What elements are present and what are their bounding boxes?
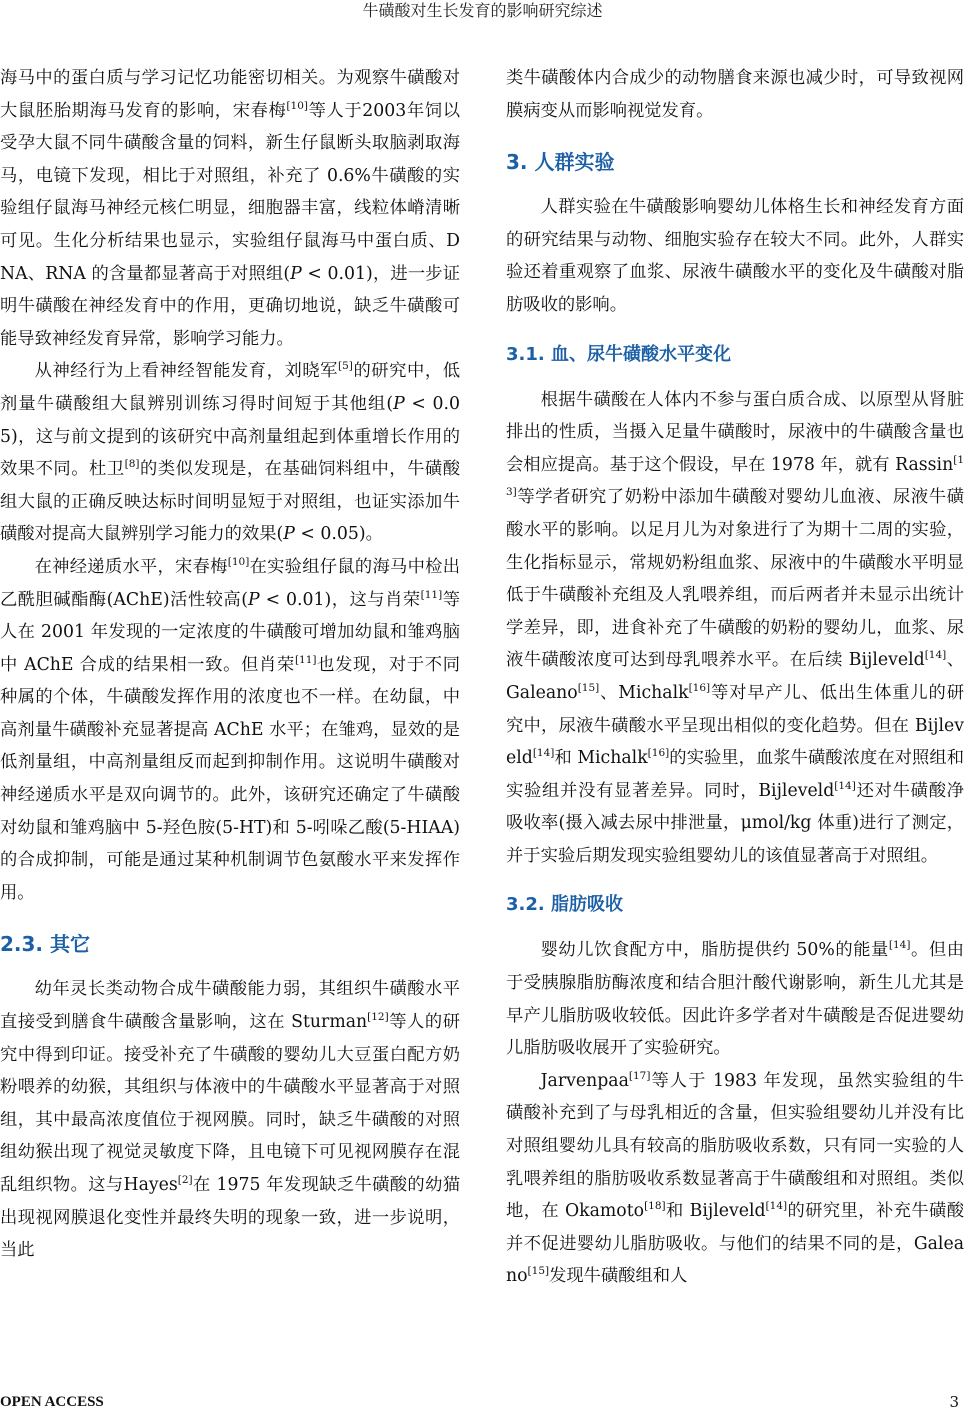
footer-open-access: OPEN ACCESS xyxy=(0,1394,104,1410)
section-heading-3-2: 3.2. 脂肪吸收 xyxy=(506,894,623,916)
paragraph-continuation: 类牛磺酸体内合成少的动物膳食来源也减少时，可导致视网膜病变从而影响视觉发育。 xyxy=(506,68,964,121)
running-header: 牛磺酸对生长发育的影响研究综述 xyxy=(362,1,603,20)
paragraph-fat-studies: Jarvenpaa[17]等人于 1983 年发现，虽然实验组的牛磺酸补充到了与母乳相近的含量，但实验组婴幼儿并没有比对照组婴幼儿具有较高的脂肪吸收系数，只有同一实验的人乳喂养组的脂肪吸收系数显著高于牛磺酸组和对照组。类似地，在 Okamoto[18]和 Bijleveld[14]的研究里，补充牛磺酸并不促进婴幼儿脂肪吸收。与他们的结果不同的是，Galeano[15]发现牛磺酸组和人 xyxy=(506,1069,964,1287)
paragraph-human-studies: 人群实验在牛磺酸影响婴幼儿体格生长和神经发育方面的研究结果与动物、细胞实验存在较大不同。此外，人群实验还着重观察了血浆、尿液牛磺酸水平的变化及牛磺酸对脂肪吸收的影响。 xyxy=(506,197,964,315)
paragraph-hippocampus-protein: 海马中的蛋白质与学习记忆功能密切相关。为观察牛磺酸对大鼠胚胎期海马发育的影响，宋春梅[10]等人于2003年饲以受孕大鼠不同牛磺酸含量的饲料，新生仔鼠断头取脑剥取海马，电镜下发现，相比于对照组，补充了 0.6%牛磺酸的实验组仔鼠海马神经元核仁明显，细胞器丰富，线粒体嵴清晰可见。生化分析结果也显示，实验组仔鼠海马中蛋白质、DNA、RNA 的含量都显著高于对照组(P < 0.01)，进一步证明牛磺酸在神经发育中的作用，更确切地说，缺乏牛磺酸可能导致神经发育异常，影响学习能力。 xyxy=(0,68,461,349)
right-column xyxy=(506,62,964,1293)
section-heading-3-1: 3.1. 血、尿牛磺酸水平变化 xyxy=(506,343,731,365)
paragraph-primates: 幼年灵长类动物合成牛磺酸能力弱，其组织牛磺酸水平直接受到膳食牛磺酸含量影响，这在 Sturman[12]等人的研究中得到印证。接受补充了牛磺酸的婴幼儿大豆蛋白配方奶粉喂养的幼猴，其组织与体液中的牛磺酸水平显著高于对照组，其中最高浓度值位于视网膜。同时，缺乏牛磺酸的对照组幼猴出现了视觉灵敏度下降，且电镜下可见视网膜存在混乱组织物。这与Hayes[2]在 1975 年发现缺乏牛磺酸的幼猫出现视网膜退化变性并最终失明的现象一致，进一步说明，当此 xyxy=(0,979,461,1261)
paragraph-neurobehavior: 从神经行为上看神经智能发育，刘晓军[5]的研究中，低剂量牛磺酸组大鼠辨别训练习得时间短于其他组(P < 0.05)，这与前文提到的该研究中高剂量组起到体重增长作用的效果不同。杜卫[8]的类似发现是，在基础饲料组中，牛磺酸组大鼠的正确反映达标时间明显短于对照组，也证实添加牛磺酸对提高大鼠辨别学习能力的效果(P < 0.05)。 xyxy=(0,360,461,545)
section-heading-2-3: 2.3. 其它 xyxy=(0,932,90,957)
left-column xyxy=(0,62,460,1267)
page-number: 3 xyxy=(949,1393,959,1411)
section-heading-3: 3. 人群实验 xyxy=(506,150,615,175)
paragraph-neurotransmitter: 在神经递质水平，宋春梅[10]在实验组仔鼠的海马中检出乙酰胆碱酯酶(AChE)活性较高(P < 0.01)，这与肖荣[11]等人在 2001 年发现的一定浓度的牛磺酸可增加幼鼠和雏鸡脑中 AChE 合成的结果相一致。但肖荣[11]也发现，对于不同种属的个体，牛磺酸发挥作用的浓度也不一样。在幼鼠，中高剂量牛磺酸补充显著提高 AChE 水平；在雏鸡，显效的是低剂量组，中高剂量组反而起到抑制作用。这说明牛磺酸对神经递质水平是双向调节的。此外，该研究还确定了牛磺酸对幼鼠和雏鸡脑中 5-羟色胺(5-HT)和 5-吲哚乙酸(5-HIAA)的合成抑制，可能是通过某种机制调节色氨酸水平来发挥作用。 xyxy=(0,555,460,903)
paragraph-fat-intro: 婴幼儿饮食配方中，脂肪提供约 50%的能量[14]。但由于受胰腺脂肪酶浓度和结合胆汁酸代谢影响，新生儿尤其是早产儿脂肪吸收较低。因此许多学者对牛磺酸是否促进婴幼儿脂肪吸收展开了实验研究。 xyxy=(506,939,964,1059)
paragraph-blood-urine: 根据牛磺酸在人体内不参与蛋白质合成、以原型从肾脏排出的性质，当摄入足量牛磺酸时，尿液中的牛磺酸含量也会相应提高。基于这个假设，早在 1978 年，就有 Rassin[13]等学者研究了奶粉中添加牛磺酸对婴幼儿血液、尿液牛磺酸水平的影响。以足月儿为对象进行了为期十二周的实验，生化指标显示，常规奶粉组血浆、尿液中的牛磺酸水平明显低于牛磺酸补充组及人乳喂养组，而后两者并未显示出统计学差异，即，进食补充了牛磺酸的奶粉的婴幼儿，血浆、尿液牛磺酸浓度可达到母乳喂养水平。在后续 Bijleveld[14]、Galeano[15]、Michalk[16]等对早产儿、低出生体重儿的研究中，尿液牛磺酸水平呈现出相似的变化趋势。但在 Bijleveld[14]和 Michalk[16]的实验里，血浆牛磺酸浓度在对照组和实验组并没有显著差异。同时，Bijleveld[14]还对牛磺酸净吸收率(摄入减去尿中排泄量，μmol/kg 体重)进行了测定，并于实验后期发现实验组婴幼儿的该值显著高于对照组。 xyxy=(506,389,964,866)
